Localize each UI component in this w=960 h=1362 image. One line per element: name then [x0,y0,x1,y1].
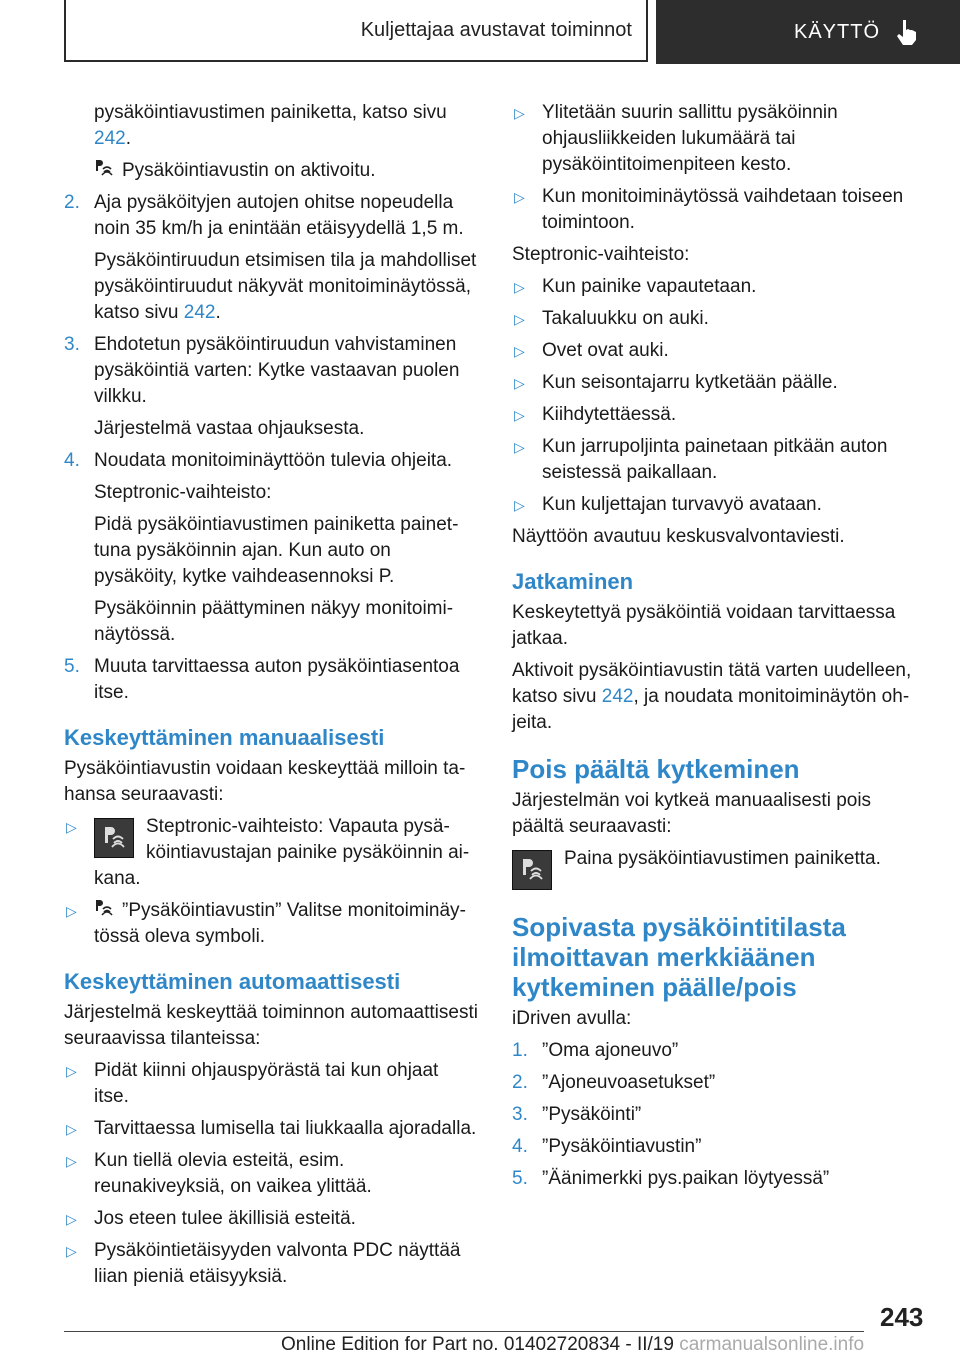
list-item: 2. ”Ajoneuvoasetukset” [512,1072,716,1093]
bullet-icon: ▷ [514,279,525,295]
off-intro: Järjestelmän voi kytkeä manuaalisesti pois päältä seuraavasti: [512,790,872,837]
bullet-icon: ▷ [66,1153,77,1169]
list-item: 1. ”Oma ajoneuvo” [512,1040,679,1061]
list-item: 3. Ehdotetun pysäköintiruudun vahvistaminen pysäköintiä varten: Kytke vastaavan puolen vilkku. Järjestelmä vastaa ohjauksesta. [64,334,460,439]
list-item: 4. ”Pysäköintiavustin” [512,1136,702,1157]
auto-intro: Järjestelmä keskeyttää toiminnon automaattisesti seuraavissa tilanteissa: [64,1002,478,1049]
page-number: 243 [880,1302,924,1332]
intro-text: pysäköintiavustimen painiketta, katso sivu 242. [94,102,447,149]
list-item: ▷ Kun monitoiminäytössä vaihdetaan toiseen toimintoon. [514,186,904,233]
list-item: ▷ Steptronic-vaihteisto: Vapauta pysäköintiavustajan painike pysäköinnin aikana. [66,816,470,889]
bullet-icon: ▷ [514,105,525,121]
bullet-icon: ▷ [66,819,77,835]
list-item: ▷ Kun jarrupoljinta painetaan pitkään auton seistessä paikallaan. [514,436,888,483]
watermark: carmanualsonline.info [679,1334,865,1355]
pointing-hand-icon [894,18,920,46]
bullet-icon: ▷ [514,407,525,423]
bullet-icon: ▷ [514,497,525,513]
heading-manual: Keskeyttäminen manuaalisesti [64,725,385,750]
idrive-label: iDriven avulla: [512,1008,632,1029]
continue-text-1: Keskeytettyä pysäköintiä voidaan tarvittaessa jatkaa. [512,602,896,649]
list-item: 5. ”Äänimerkki pys.paikan löytyessä” [512,1168,830,1189]
list-item: ▷ Jos eteen tulee äkillisiä esteitä. [64,1206,478,1232]
right-column [512,100,926,1198]
list-item: ▷ Kiihdytettäessä. [512,402,926,428]
bullet-icon: ▷ [514,343,525,359]
list-item: 2. Aja pysäköityjen autojen ohitse nopeudella noin 35 km/h ja enintään etäisyydellä 1,5 m. Pysäköintiruudun etsimisen tila ja mahdolliset pysäköintiruudut näkyvät monitoiminäytössä, katso sivu 242. [64,192,477,323]
list-item: 3. ”Pysäköinti” [512,1104,642,1125]
page-link[interactable]: 242 [94,128,126,149]
footer-divider [64,1331,864,1332]
park-assist-button-icon [94,818,134,858]
list-item: ▷ Ylitetään suurin sallittu pysäköinnin ohjausliikkeiden lukumäärä tai pysäköintitoimenpiteen kesto. [514,102,838,175]
chapter-title: KÄYTTÖ [793,20,880,43]
list-item: ▷ Takaluukku on auki. [512,306,926,332]
off-instruction: Paina pysäköintiavustimen painiketta. [512,846,926,894]
section-title: Kuljettajaa avustavat toiminnot [360,18,632,41]
park-assist-icon [94,899,116,919]
bullet-icon: ▷ [514,439,525,455]
list-item: ▷ ”Pysäköintiavustin” Valitse monitoiminäytössä oleva symboli. [66,900,466,947]
list-item: ▷ Kun painike vapautetaan. [512,274,926,300]
list-item: ▷ Kun tiellä olevia esteitä, esim. reunakiveyksiä, on vaikea ylittää. [66,1150,372,1197]
list-item: 4. Noudata monitoiminäyttöön tulevia ohjeita. Steptronic-vaihteisto: Pidä pysäköintiavustimen painiketta painettuna pysäköinnin ajan. Kun auto on pysäköity, kytke vaihdeasennoksi P. Pysäköinnin päättyminen näkyy monitoiminäytössä. [64,450,459,645]
list-item: 5. Muuta tarvittaessa auton pysäköintiasentoa itse. [64,656,460,703]
list-item: ▷ Pidät kiinni ohjauspyörästä tai kun ohjaat itse. [66,1060,439,1107]
manual-intro: Pysäköintiavustin voidaan keskeyttää milloin tahansa seuraavasti: [64,758,466,805]
bullet-icon: ▷ [66,1243,77,1259]
heading-continue: Jatkaminen [512,569,634,594]
activated-text: Pysäköintiavustin on aktivoitu. [94,158,478,184]
heading-auto: Keskeyttäminen automaattisesti [64,969,401,994]
list-item: ▷ Kun seisontajarru kytketään päälle. [512,370,926,396]
continue-text-2: Aktivoit pysäköintiavustin tätä varten uudelleen, katso sivu 242, ja noudata monitoiminäytön ohjeita. [512,660,912,733]
heading-off: Pois päältä kytkeminen [512,754,800,784]
page-link[interactable]: 242 [183,302,216,323]
bullet-icon: ▷ [514,189,525,205]
header-chapter [656,0,960,64]
edition-text: Online Edition for Part no. 01402720834 - II/19 carmanualsonline.info [281,1334,865,1355]
header-section [64,0,648,62]
park-assist-button-icon [512,850,552,890]
heading-sound: Sopivasta pysäköintitilasta ilmoittavan merkkiäänen kytkeminen päälle/pois [512,912,846,1002]
left-column [64,100,478,1296]
steptronic-label: Steptronic-vaihteisto: [512,244,690,265]
bullet-icon: ▷ [66,1121,77,1137]
message-text: Näyttöön avautuu keskusvalvontaviesti. [512,526,845,547]
list-item: ▷ Tarvittaessa lumisella tai liukkaalla ajoradalla. [64,1116,478,1142]
page-link[interactable]: 242 [601,686,634,707]
bullet-icon: ▷ [66,1211,77,1227]
bullet-icon: ▷ [66,1063,77,1079]
list-item: ▷ Ovet ovat auki. [512,338,926,364]
bullet-icon: ▷ [514,311,525,327]
bullet-icon: ▷ [514,375,525,391]
bullet-icon: ▷ [66,903,77,919]
list-item: ▷ Kun kuljettajan turvavyö avataan. [512,492,926,518]
list-item: ▷ Pysäköintietäisyyden valvonta PDC näyttää liian pieniä etäisyyksiä. [66,1240,461,1287]
park-assist-icon [94,159,116,179]
